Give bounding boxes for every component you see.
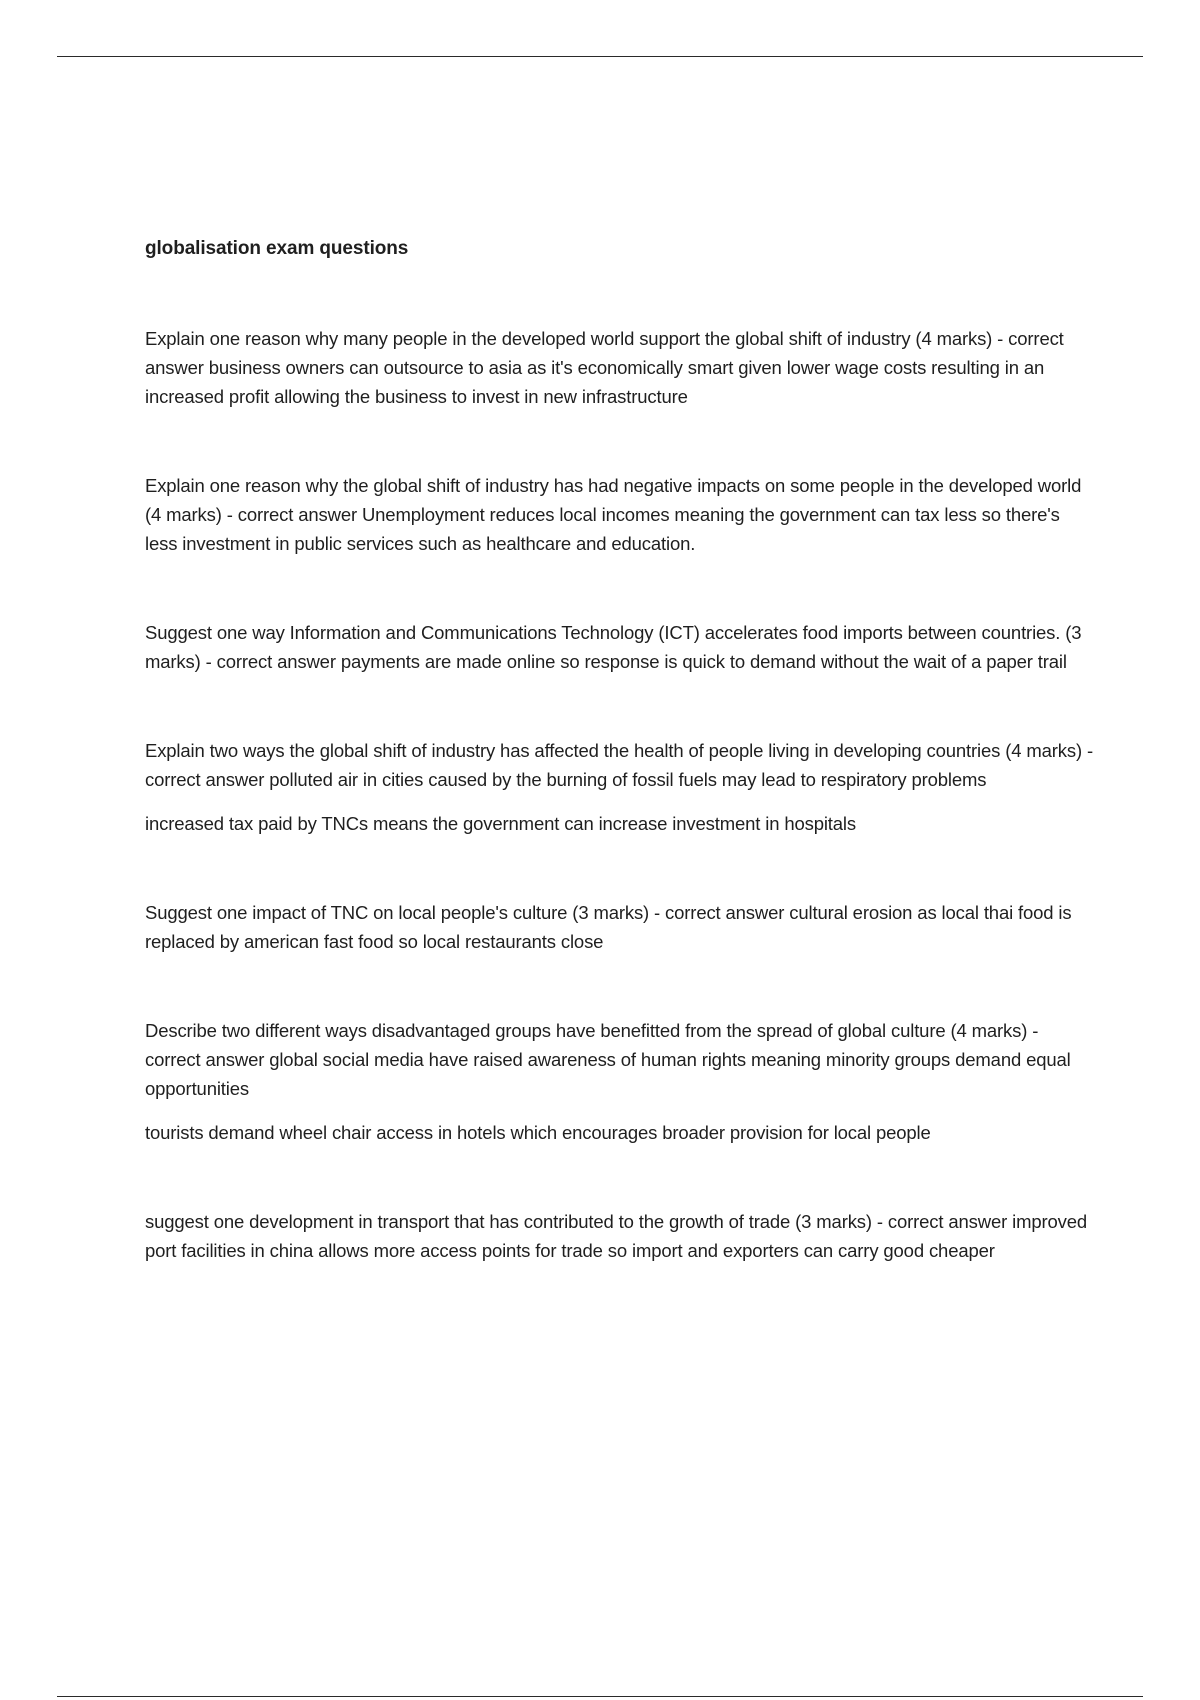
document-title: globalisation exam questions [145,238,409,259]
question-answer-5 [145,898,1095,956]
question-answer-4 [145,736,1095,838]
qa-extra-text: tourists demand wheel chair access in hotels which encourages broader provision for local people [145,1122,931,1143]
question-answer-1 [145,324,1095,411]
qa-text: Explain one reason why many people in the developed world support the global shift of industry (4 marks) - correct answer business owners can outsource to asia as it's economically smart given lower wage costs resulting in an increased profit allowing the business to invest in new infrastructure [145,328,1064,407]
qa-text: suggest one development in transport that has contributed to the growth of trade (3 marks) - correct answer improved port facilities in china allows more access points for trade so import and exporters can carry good cheaper [145,1211,1087,1261]
header-rule [57,56,1143,57]
qa-text: Describe two different ways disadvantaged groups have benefitted from the spread of global culture (4 marks) - correct answer global social media have raised awareness of human rights meaning minority groups demand equal opportunities [145,1020,1071,1099]
qa-extra-text: increased tax paid by TNCs means the government can increase investment in hospitals [145,813,856,834]
qa-text: Suggest one impact of TNC on local people's culture (3 marks) - correct answer cultural erosion as local thai food is replaced by american fast food so local restaurants close [145,902,1072,952]
qa-text: Explain one reason why the global shift of industry has had negative impacts on some people in the developed world (4 marks) - correct answer Unemployment reduces local incomes meaning the government can tax less so there's less investment in public services such as healthcare and education. [145,475,1082,554]
qa-text: Explain two ways the global shift of industry has affected the health of people living in developing countries (4 marks) - correct answer polluted air in cities caused by the burning of fossil fuels may lead to respiratory problems [145,740,1094,790]
footer-rule [57,1696,1143,1697]
qa-text: Suggest one way Information and Communications Technology (ICT) accelerates food imports between countries. (3 marks) - correct answer payments are made online so response is quick to demand without the wait of a paper trail [145,622,1082,672]
document-body [145,236,1095,1325]
question-answer-6 [145,1016,1095,1147]
question-answer-7 [145,1207,1095,1265]
question-answer-2 [145,471,1095,558]
question-answer-3 [145,618,1095,676]
